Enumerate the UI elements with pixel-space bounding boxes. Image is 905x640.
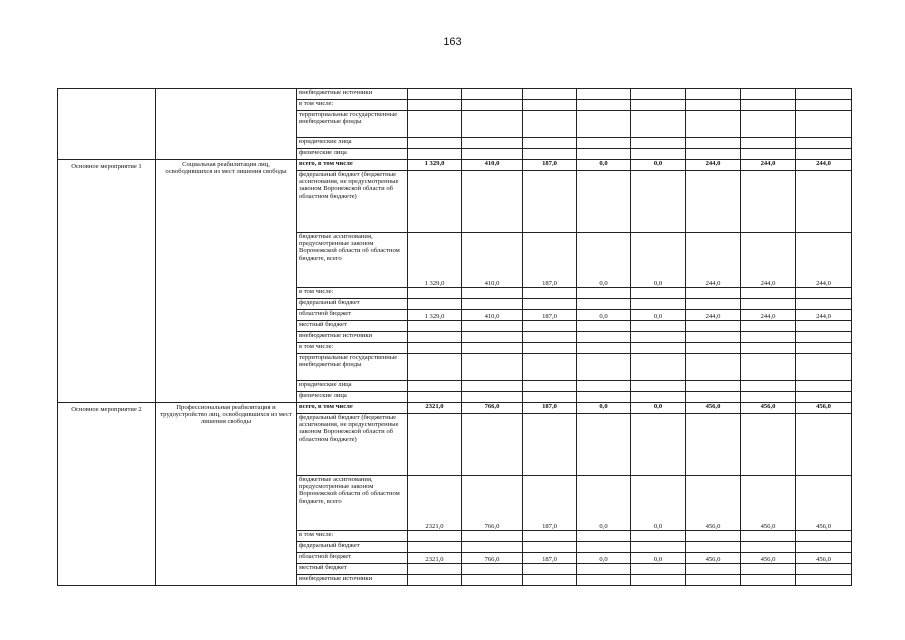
amount-cell — [631, 149, 686, 160]
table-row — [58, 89, 852, 100]
amount-cell — [577, 381, 631, 392]
amount-cell — [796, 111, 852, 138]
amount-cell: 187,0 — [523, 553, 577, 564]
amount-cell — [631, 100, 686, 111]
amount-cell — [796, 564, 852, 575]
amount-cell — [686, 332, 741, 343]
amount-cell — [408, 100, 462, 111]
amount-cell — [686, 531, 741, 542]
amount-cell — [796, 542, 852, 553]
amount-cell — [686, 288, 741, 299]
amount-cell — [408, 321, 462, 332]
amount-cell — [462, 111, 523, 138]
amount-cell: 0,0 — [577, 233, 631, 288]
amount-cell — [523, 542, 577, 553]
amount-cell — [631, 414, 686, 476]
amount-cell — [462, 89, 523, 100]
amount-cell — [462, 321, 523, 332]
amount-cell — [577, 100, 631, 111]
amount-cell — [796, 288, 852, 299]
amount-cell: 0,0 — [631, 310, 686, 321]
amount-cell — [741, 343, 796, 354]
amount-cell — [462, 332, 523, 343]
amount-cell — [462, 392, 523, 403]
amount-cell: 187,0 — [523, 233, 577, 288]
measure-name-cell: Социальная реабилитация лиц, освободившихся из мест лишения свободы — [156, 160, 297, 403]
amount-cell — [631, 171, 686, 233]
amount-cell: 187,0 — [523, 403, 577, 414]
amount-cell — [408, 392, 462, 403]
amount-cell — [523, 288, 577, 299]
amount-cell — [408, 564, 462, 575]
amount-cell — [796, 138, 852, 149]
amount-cell — [686, 381, 741, 392]
funding-source-cell: бюджетные ассигнования, предусмотренные законом Воронежской области об областном бюджете, всего — [297, 233, 408, 288]
amount-cell: 187,0 — [523, 310, 577, 321]
amount-cell — [523, 332, 577, 343]
amount-cell: 0,0 — [631, 403, 686, 414]
amount-cell: 456,0 — [796, 553, 852, 564]
amount-cell: 766,0 — [462, 553, 523, 564]
amount-cell — [686, 343, 741, 354]
amount-cell — [631, 531, 686, 542]
amount-cell — [796, 299, 852, 310]
amount-cell — [796, 171, 852, 233]
amount-cell — [631, 392, 686, 403]
amount-cell — [523, 321, 577, 332]
amount-cell — [741, 564, 796, 575]
funding-source-cell: территориальные государственные внебюджетные фонды — [297, 111, 408, 138]
funding-source-cell: федеральный бюджет — [297, 542, 408, 553]
amount-cell — [408, 138, 462, 149]
amount-cell: 244,0 — [741, 160, 796, 171]
funding-source-cell: внебюджетные источники — [297, 89, 408, 100]
amount-cell: 0,0 — [577, 403, 631, 414]
funding-source-cell: федеральный бюджет (бюджетные ассигнования, не предусмотренные законом Воронежской области об областном бюджете) — [297, 171, 408, 233]
funding-source-cell: юридические лица — [297, 381, 408, 392]
amount-cell — [741, 381, 796, 392]
funding-source-cell: в том числе: — [297, 531, 408, 542]
amount-cell — [408, 299, 462, 310]
amount-cell: 456,0 — [796, 476, 852, 531]
amount-cell — [523, 111, 577, 138]
amount-cell — [631, 111, 686, 138]
amount-cell — [796, 414, 852, 476]
funding-source-cell: физические лица — [297, 392, 408, 403]
amount-cell — [686, 100, 741, 111]
funding-source-cell: всего, в том числе — [297, 403, 408, 414]
amount-cell — [741, 111, 796, 138]
amount-cell: 0,0 — [631, 233, 686, 288]
amount-cell — [741, 138, 796, 149]
amount-cell — [796, 392, 852, 403]
amount-cell: 0,0 — [577, 310, 631, 321]
amount-cell — [462, 414, 523, 476]
amount-cell — [577, 321, 631, 332]
amount-cell: 766,0 — [462, 403, 523, 414]
amount-cell: 456,0 — [686, 403, 741, 414]
amount-cell: 244,0 — [796, 160, 852, 171]
amount-cell — [741, 100, 796, 111]
amount-cell — [408, 171, 462, 233]
amount-cell — [408, 381, 462, 392]
amount-cell — [523, 392, 577, 403]
amount-cell — [796, 354, 852, 381]
amount-cell — [523, 414, 577, 476]
funding-source-cell: местный бюджет — [297, 564, 408, 575]
amount-cell — [462, 138, 523, 149]
amount-cell — [523, 100, 577, 111]
measure-cell: Основное мероприятие 1 — [58, 160, 156, 403]
amount-cell: 244,0 — [686, 160, 741, 171]
amount-cell — [741, 414, 796, 476]
funding-source-cell: местный бюджет — [297, 321, 408, 332]
amount-cell — [462, 354, 523, 381]
amount-cell — [741, 531, 796, 542]
funding-source-cell: в том числе: — [297, 288, 408, 299]
amount-cell: 410,0 — [462, 160, 523, 171]
amount-cell — [796, 575, 852, 586]
amount-cell: 456,0 — [686, 553, 741, 564]
amount-cell — [741, 542, 796, 553]
amount-cell — [577, 343, 631, 354]
table-row — [58, 160, 852, 171]
amount-cell — [741, 332, 796, 343]
amount-cell: 456,0 — [741, 403, 796, 414]
measure-cell — [58, 89, 156, 160]
amount-cell — [631, 354, 686, 381]
funding-source-cell: всего, в том числе — [297, 160, 408, 171]
amount-cell — [631, 542, 686, 553]
amount-cell: 0,0 — [631, 160, 686, 171]
measure-name-cell: Профессиональная реабилитация и трудоустройство лиц, освободившихся из мест лишения свободы — [156, 403, 297, 586]
amount-cell — [741, 89, 796, 100]
amount-cell — [631, 575, 686, 586]
amount-cell — [462, 100, 523, 111]
amount-cell — [577, 414, 631, 476]
amount-cell: 1 329,0 — [408, 310, 462, 321]
amount-cell — [523, 354, 577, 381]
amount-cell: 187,0 — [523, 160, 577, 171]
funding-source-cell: в том числе: — [297, 343, 408, 354]
amount-cell — [686, 575, 741, 586]
amount-cell — [631, 89, 686, 100]
amount-cell — [462, 299, 523, 310]
funding-source-cell: внебюджетные источники — [297, 575, 408, 586]
amount-cell — [577, 354, 631, 381]
amount-cell — [741, 171, 796, 233]
amount-cell — [741, 149, 796, 160]
funding-source-cell: бюджетные ассигнования, предусмотренные законом Воронежской области об областном бюджете, всего — [297, 476, 408, 531]
amount-cell: 410,0 — [462, 310, 523, 321]
amount-cell — [631, 564, 686, 575]
amount-cell: 1 329,0 — [408, 233, 462, 288]
measure-name-cell — [156, 89, 297, 160]
amount-cell: 0,0 — [577, 553, 631, 564]
amount-cell: 244,0 — [796, 233, 852, 288]
amount-cell — [577, 542, 631, 553]
amount-cell — [577, 149, 631, 160]
amount-cell — [523, 171, 577, 233]
amount-cell — [523, 381, 577, 392]
amount-cell — [686, 171, 741, 233]
amount-cell — [523, 564, 577, 575]
amount-cell — [631, 321, 686, 332]
amount-cell — [577, 288, 631, 299]
amount-cell — [796, 381, 852, 392]
amount-cell — [741, 321, 796, 332]
amount-cell — [686, 149, 741, 160]
amount-cell: 456,0 — [741, 476, 796, 531]
amount-cell — [686, 392, 741, 403]
amount-cell: 410,0 — [462, 233, 523, 288]
amount-cell: 2321,0 — [408, 553, 462, 564]
amount-cell — [577, 89, 631, 100]
amount-cell: 456,0 — [741, 553, 796, 564]
amount-cell: 1 329,0 — [408, 160, 462, 171]
amount-cell — [577, 332, 631, 343]
amount-cell — [462, 531, 523, 542]
amount-cell — [686, 542, 741, 553]
amount-cell — [796, 321, 852, 332]
amount-cell — [408, 531, 462, 542]
amount-cell — [523, 343, 577, 354]
amount-cell — [631, 343, 686, 354]
amount-cell — [523, 89, 577, 100]
amount-cell — [408, 89, 462, 100]
amount-cell: 244,0 — [741, 310, 796, 321]
amount-cell — [796, 531, 852, 542]
amount-cell: 244,0 — [686, 233, 741, 288]
amount-cell — [577, 575, 631, 586]
funding-source-cell: федеральный бюджет (бюджетные ассигнования, не предусмотренные законом Воронежской области об областном бюджете) — [297, 414, 408, 476]
amount-cell — [523, 531, 577, 542]
amount-cell — [523, 575, 577, 586]
amount-cell — [741, 299, 796, 310]
amount-cell — [408, 354, 462, 381]
amount-cell — [462, 171, 523, 233]
amount-cell — [631, 288, 686, 299]
amount-cell — [741, 392, 796, 403]
amount-cell: 456,0 — [796, 403, 852, 414]
amount-cell — [796, 100, 852, 111]
amount-cell: 2321,0 — [408, 403, 462, 414]
amount-cell — [686, 111, 741, 138]
amount-cell: 0,0 — [631, 553, 686, 564]
amount-cell — [686, 299, 741, 310]
amount-cell — [741, 288, 796, 299]
amount-cell — [686, 138, 741, 149]
amount-cell — [462, 381, 523, 392]
amount-cell — [631, 299, 686, 310]
funding-source-cell: в том числе: — [297, 100, 408, 111]
amount-cell — [686, 89, 741, 100]
amount-cell — [631, 381, 686, 392]
amount-cell — [686, 564, 741, 575]
funding-source-cell: федеральный бюджет — [297, 299, 408, 310]
amount-cell: 456,0 — [686, 476, 741, 531]
amount-cell — [408, 332, 462, 343]
amount-cell — [686, 321, 741, 332]
amount-cell — [577, 171, 631, 233]
amount-cell — [523, 149, 577, 160]
amount-cell — [462, 542, 523, 553]
amount-cell — [462, 564, 523, 575]
amount-cell — [462, 575, 523, 586]
amount-cell — [686, 414, 741, 476]
amount-cell — [577, 138, 631, 149]
table-body — [58, 89, 852, 586]
amount-cell — [577, 299, 631, 310]
amount-cell — [462, 149, 523, 160]
amount-cell — [408, 575, 462, 586]
amount-cell — [577, 564, 631, 575]
amount-cell — [577, 111, 631, 138]
amount-cell — [631, 332, 686, 343]
amount-cell — [796, 89, 852, 100]
amount-cell — [408, 542, 462, 553]
measure-cell: Основное мероприятие 2 — [58, 403, 156, 586]
amount-cell — [523, 299, 577, 310]
amount-cell: 2321,0 — [408, 476, 462, 531]
funding-source-cell: внебюджетные источники — [297, 332, 408, 343]
table-row — [58, 403, 852, 414]
amount-cell — [631, 138, 686, 149]
amount-cell: 244,0 — [796, 310, 852, 321]
amount-cell — [408, 288, 462, 299]
amount-cell — [408, 149, 462, 160]
budget-table — [57, 88, 852, 586]
amount-cell — [796, 149, 852, 160]
amount-cell — [462, 288, 523, 299]
amount-cell: 0,0 — [577, 160, 631, 171]
amount-cell — [523, 138, 577, 149]
amount-cell — [577, 392, 631, 403]
amount-cell — [462, 343, 523, 354]
amount-cell — [577, 531, 631, 542]
funding-source-cell: областной бюджет — [297, 553, 408, 564]
amount-cell: 244,0 — [686, 310, 741, 321]
amount-cell — [408, 343, 462, 354]
amount-cell — [408, 111, 462, 138]
page-number: 163 — [443, 36, 462, 48]
amount-cell: 0,0 — [577, 476, 631, 531]
amount-cell: 244,0 — [741, 233, 796, 288]
funding-source-cell: областной бюджет — [297, 310, 408, 321]
funding-source-cell: территориальные государственные внебюджетные фонды — [297, 354, 408, 381]
amount-cell — [796, 343, 852, 354]
amount-cell: 766,0 — [462, 476, 523, 531]
amount-cell — [741, 354, 796, 381]
amount-cell — [408, 414, 462, 476]
amount-cell — [741, 575, 796, 586]
amount-cell: 187,0 — [523, 476, 577, 531]
funding-source-cell: физические лица — [297, 149, 408, 160]
amount-cell — [686, 354, 741, 381]
funding-source-cell: юридические лица — [297, 138, 408, 149]
amount-cell — [796, 332, 852, 343]
amount-cell: 0,0 — [631, 476, 686, 531]
